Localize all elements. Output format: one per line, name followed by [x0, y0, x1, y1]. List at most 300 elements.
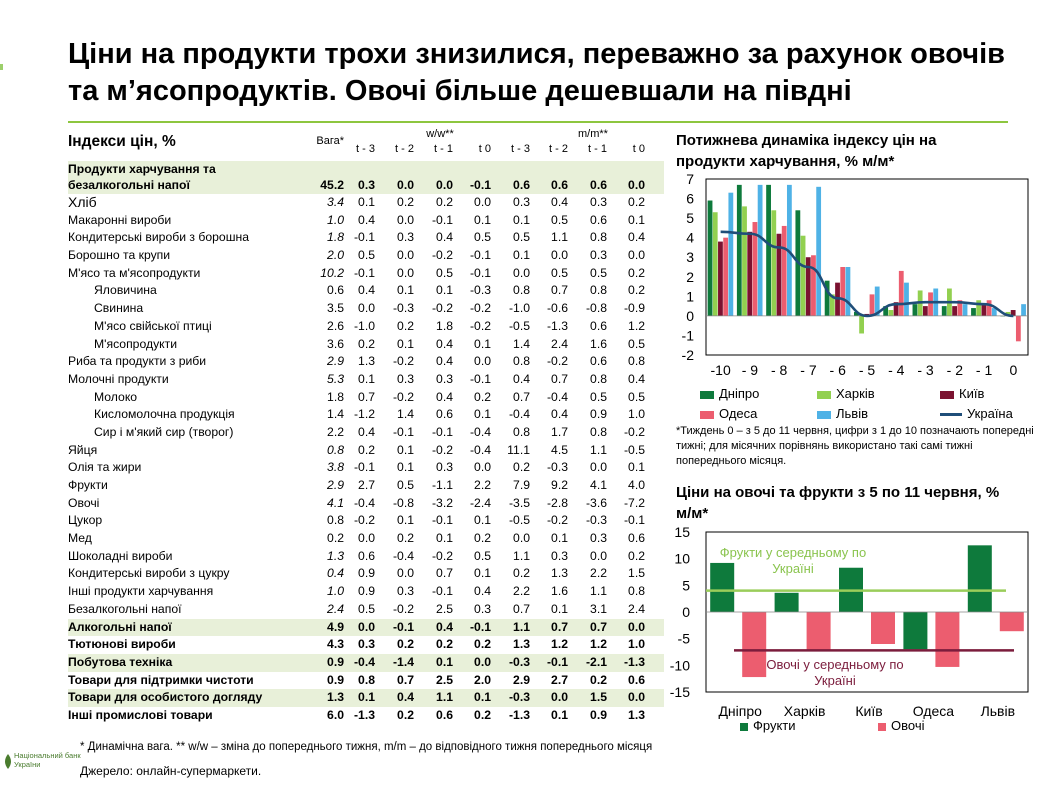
row-label: М'ясо та м'ясопродукти — [68, 265, 201, 280]
row-value: 0.6 — [590, 318, 607, 333]
row-value: 0.2 — [590, 672, 607, 687]
bar-Харків — [713, 212, 718, 316]
row-value: 0.6 — [628, 531, 645, 546]
row-value: 4.0 — [628, 478, 645, 492]
row-value: 0.2 — [397, 318, 414, 333]
row-value: 1.3 — [358, 354, 375, 369]
row-label: Інші продукти харчування — [68, 584, 214, 599]
table-row — [68, 636, 664, 654]
row-value: -0.1 — [431, 513, 453, 528]
row-value: 4.5 — [551, 442, 568, 457]
row-value: 0.1 — [358, 195, 375, 209]
table-row — [68, 689, 664, 707]
bar-Київ — [952, 306, 957, 316]
row-value: -0.2 — [623, 424, 645, 439]
row-value: -0.1 — [353, 460, 375, 475]
table-row — [68, 371, 664, 389]
row-value: 1.1 — [513, 548, 530, 563]
table-row — [68, 318, 664, 336]
row-weight: 1.0 — [327, 212, 344, 227]
row-value: 2.4 — [628, 601, 645, 616]
row-value: -0.2 — [431, 301, 453, 316]
row-value: 0.1 — [358, 690, 375, 705]
row-value: 0.8 — [590, 283, 607, 298]
row-value: -0.2 — [392, 601, 414, 616]
row-value: 4.1 — [590, 478, 607, 492]
row-value: 1.3 — [551, 566, 568, 581]
x-tick-label: 0 — [1009, 362, 1018, 378]
row-value: -0.3 — [392, 301, 414, 316]
y-tick-label: 5 — [686, 210, 694, 227]
legend-item — [740, 718, 796, 733]
table-row — [68, 265, 664, 283]
table-row — [68, 583, 664, 601]
x-tick-label: - 9 — [741, 362, 759, 378]
row-value: 0.3 — [474, 601, 491, 616]
x-tick-label: - 4 — [888, 362, 905, 378]
row-value: -0.1 — [392, 619, 414, 634]
row-value: 0.0 — [590, 460, 607, 475]
row-value: 0.5 — [590, 265, 607, 280]
row-value: 0.0 — [474, 195, 491, 209]
table-title: Індекси цін, % — [68, 133, 176, 150]
table-row — [68, 389, 664, 407]
row-value: 0.3 — [590, 531, 607, 546]
row-label: Борошно та крупи — [68, 248, 171, 263]
x-tick-label: - 7 — [800, 362, 817, 378]
row-value: -0.3 — [508, 690, 530, 705]
row-value: 0.0 — [551, 248, 568, 263]
row-label: Шоколадні вироби — [68, 548, 173, 563]
mm-header: m/m** — [578, 128, 608, 140]
bar-Львів — [1021, 304, 1026, 316]
row-value: 0.4 — [513, 371, 530, 386]
row-value: 0.2 — [436, 195, 453, 209]
bar-Одеса — [899, 271, 904, 316]
row-value: 0.0 — [474, 460, 491, 475]
bar-Фрукти — [968, 545, 992, 612]
row-value: 0.2 — [628, 195, 645, 209]
bar-Харків — [976, 300, 981, 316]
bar-Овочі — [807, 612, 831, 650]
bar-Одеса — [987, 300, 992, 316]
row-value: 0.3 — [590, 195, 607, 209]
row-weight: 1.0 — [327, 584, 344, 599]
row-value: -0.2 — [431, 442, 453, 457]
table-row — [68, 353, 664, 371]
row-value: 0.1 — [474, 407, 491, 422]
price-index-table — [68, 126, 664, 725]
row-value: 0.0 — [397, 566, 414, 581]
x-tick-label: - 2 — [946, 362, 963, 378]
row-weight: 2.6 — [327, 318, 344, 333]
row-value: 0.1 — [513, 248, 530, 263]
row-value: 0.4 — [358, 212, 375, 227]
row-value: 1.7 — [551, 424, 568, 439]
row-value: -1.1 — [431, 478, 453, 492]
bar-Дніпро — [766, 185, 771, 316]
row-value: 2.2 — [590, 566, 607, 581]
row-value: 1.1 — [590, 442, 607, 457]
row-value: -0.2 — [546, 513, 568, 528]
row-value: 0.3 — [397, 371, 414, 386]
table-header — [68, 126, 664, 161]
row-value: -0.1 — [546, 654, 568, 669]
legend-item — [700, 386, 759, 401]
footnote: * Динамічна вага. ** w/w – зміна до попереднього тижня, m/m – до відповідного тижня попереднього місяця — [80, 741, 653, 753]
y-tick-label: 10 — [674, 550, 690, 567]
bar-Одеса — [723, 238, 728, 316]
bar-Дніпро — [942, 306, 947, 316]
row-label: М'ясо свійської птиці — [94, 318, 212, 333]
row-value: 1.2 — [551, 637, 568, 652]
row-weight: 1.4 — [327, 407, 344, 422]
row-value: 0.1 — [551, 707, 568, 722]
legend-label: Одеса — [719, 406, 758, 421]
y-tick-label: 4 — [686, 229, 694, 246]
row-value: 0.8 — [513, 354, 530, 369]
x-tick-label: - 6 — [829, 362, 846, 378]
row-value: 0.1 — [397, 283, 414, 298]
legend-label: Фрукти — [753, 718, 796, 733]
bar-Львів — [728, 193, 733, 316]
row-value: 0.6 — [628, 672, 645, 687]
row-weight: 0.8 — [327, 513, 344, 528]
row-value: -0.3 — [585, 513, 607, 528]
row-weight: 0.8 — [327, 442, 344, 457]
bar-Харків — [888, 310, 893, 316]
row-label: Кисломолочна продукція — [94, 407, 235, 422]
legend-swatch — [700, 391, 714, 399]
row-value: 0.7 — [513, 601, 530, 616]
row-weight: 1.8 — [327, 230, 344, 245]
row-value: 0.7 — [513, 389, 530, 404]
row-value: -3.5 — [508, 495, 530, 510]
row-weight: 6.0 — [327, 707, 344, 722]
row-value: 0.6 — [590, 212, 607, 227]
row-value: 0.3 — [551, 548, 568, 563]
table-row — [68, 707, 664, 725]
x-tick-label: - 8 — [771, 362, 788, 378]
row-value: -0.1 — [431, 424, 453, 439]
row-weight: 1.8 — [327, 389, 344, 404]
row-value: -2.8 — [546, 495, 568, 510]
row-label: Свинина — [94, 301, 144, 316]
row-value: 0.9 — [590, 707, 607, 722]
row-value: 0.1 — [628, 212, 645, 227]
row-value: 0.0 — [628, 690, 645, 705]
row-label: Безалкогольні напої — [68, 601, 182, 616]
row-label: Сир і м'який сир (творог) — [94, 424, 234, 439]
bar-Харків — [859, 316, 864, 334]
bar-Дніпро — [737, 185, 742, 316]
row-value: 0.6 — [590, 178, 607, 192]
row-value: 0.1 — [551, 531, 568, 546]
row-value: -0.5 — [623, 442, 645, 457]
row-weight: 2.9 — [327, 354, 344, 369]
row-value: 0.1 — [474, 513, 491, 528]
row-value: 1.1 — [590, 584, 607, 599]
legend-label: Харків — [836, 386, 875, 401]
row-value: 0.8 — [590, 371, 607, 386]
row-value: 1.6 — [590, 336, 607, 351]
row-weight: 5.3 — [327, 371, 344, 386]
y-tick-label: -15 — [669, 684, 690, 700]
bar-Овочі — [1000, 612, 1024, 631]
title-divider — [68, 121, 1008, 123]
row-value: 0.1 — [358, 371, 375, 386]
legend-label: Дніпро — [719, 386, 760, 401]
y-tick-label: 2 — [686, 268, 694, 285]
row-value: 0.1 — [436, 531, 453, 546]
row-value: 0.6 — [436, 707, 453, 722]
row-value: -0.1 — [431, 584, 453, 599]
row-weight: 1.3 — [327, 690, 344, 705]
row-label: Товари для підтримки чистоти — [68, 672, 254, 687]
bar-Харків — [771, 210, 776, 316]
bar-Дніпро — [913, 304, 918, 316]
row-value: 0.1 — [474, 336, 491, 351]
row-value: 0.4 — [436, 336, 453, 351]
row-label: Тютюнові вироби — [68, 637, 176, 652]
row-value: 0.0 — [513, 265, 530, 280]
row-value: 0.5 — [358, 248, 375, 263]
left-edge-mark — [0, 64, 3, 70]
table-row — [68, 565, 664, 583]
table-row — [68, 229, 664, 247]
row-value: 0.1 — [474, 690, 491, 705]
row-value: 0.4 — [358, 424, 375, 439]
row-value: 1.0 — [628, 637, 645, 652]
sub-header: t - 3 — [511, 143, 530, 155]
row-value: 0.6 — [436, 407, 453, 422]
table-row — [68, 548, 664, 566]
row-value: -0.1 — [469, 265, 491, 280]
sub-header: t 0 — [478, 143, 491, 155]
row-value: 0.0 — [513, 531, 530, 546]
row-value: 0.0 — [397, 178, 414, 192]
row-value: 0.6 — [513, 178, 530, 192]
row-value: -0.9 — [623, 301, 645, 316]
legend-item — [878, 718, 924, 733]
row-label: Риба та продукти з риби — [68, 354, 207, 369]
legend-label: Львів — [836, 406, 869, 421]
row-value: 0.8 — [513, 424, 530, 439]
x-tick-label: Львів — [980, 703, 1016, 719]
row-value: 0.6 — [551, 178, 568, 192]
row-value: 0.4 — [358, 283, 375, 298]
row-weight: 10.2 — [320, 265, 344, 280]
row-value: -0.5 — [508, 513, 530, 528]
row-value: 2.0 — [474, 672, 491, 687]
bar-Львів — [904, 283, 909, 316]
row-value: -0.3 — [469, 283, 491, 298]
x-tick-label: Дніпро — [718, 703, 762, 719]
row-weight: 3.8 — [327, 460, 344, 475]
row-value: 1.3 — [628, 707, 645, 722]
row-value: 0.0 — [628, 619, 645, 634]
source-note: Джерело: онлайн-супермаркети. — [80, 764, 262, 778]
row-label: Кондитерські вироби з цукру — [68, 566, 230, 581]
bar-Львів — [846, 267, 851, 316]
table-row — [68, 672, 664, 690]
row-value: 2.4 — [551, 336, 568, 351]
row-value: 0.5 — [397, 478, 414, 492]
bar-Львів — [816, 187, 821, 316]
row-value: -1.2 — [353, 407, 375, 422]
row-value: 0.3 — [436, 460, 453, 475]
row-value: 0.7 — [551, 619, 568, 634]
sub-header: t - 1 — [588, 143, 607, 155]
table-row — [68, 194, 664, 212]
row-value: 0.7 — [397, 672, 414, 687]
legend-item — [817, 386, 875, 401]
row-value: 0.6 — [358, 548, 375, 563]
y-tick-label: 5 — [682, 577, 690, 594]
series-line-ukraine — [721, 232, 1014, 316]
bar-Одеса — [840, 267, 845, 316]
row-weight: 2.4 — [327, 601, 344, 616]
row-weight: 0.9 — [327, 672, 344, 687]
row-value: 0.0 — [397, 248, 414, 263]
row-value: 0.0 — [474, 354, 491, 369]
row-value: 0.7 — [358, 389, 375, 404]
weight-header: Вага* — [316, 135, 344, 147]
x-tick-label: - 5 — [858, 362, 876, 378]
y-tick-label: 0 — [682, 604, 690, 620]
row-value: 0.3 — [590, 248, 607, 263]
row-value: 0.2 — [474, 707, 491, 722]
row-value: 0.2 — [513, 460, 530, 475]
y-tick-label: 0 — [686, 307, 694, 324]
row-value: 0.5 — [513, 230, 530, 245]
y-tick-label: -5 — [677, 630, 690, 647]
row-value: -1.3 — [546, 318, 568, 333]
bar-Фрукти — [775, 593, 799, 612]
bar-Київ — [981, 304, 986, 316]
row-value: -1.3 — [623, 654, 645, 669]
row-value: 0.1 — [513, 212, 530, 227]
x-tick-label: Харків — [783, 703, 826, 719]
row-value: -0.4 — [508, 407, 530, 422]
row-value: 1.4 — [513, 336, 530, 351]
row-weight: 2.2 — [327, 424, 344, 439]
ww-header: w/w** — [426, 128, 454, 140]
legend-item — [700, 406, 757, 421]
row-value: 0.5 — [474, 548, 491, 563]
row-value: 0.7 — [436, 566, 453, 581]
table-row — [68, 601, 664, 619]
bar-Одеса — [1016, 316, 1021, 341]
table-row — [68, 300, 664, 318]
row-value: -0.5 — [508, 318, 530, 333]
row-label: Мед — [68, 531, 92, 546]
row-value: 0.2 — [358, 336, 375, 351]
row-label: М'ясопродукти — [94, 336, 178, 351]
row-value: 3.1 — [590, 601, 607, 616]
row-value: 0.8 — [590, 424, 607, 439]
row-value: 0.9 — [358, 584, 375, 599]
row-value: 1.2 — [590, 637, 607, 652]
row-value: 0.1 — [397, 442, 414, 457]
row-weight: 3.5 — [327, 301, 344, 316]
y-tick-label: -10 — [669, 657, 690, 674]
row-label: Кондитерські вироби з борошна — [68, 230, 249, 245]
chart1-note: *Тиждень 0 – з 5 до 11 червня, цифри з 1 до 10 позначають попередні тижні; для місячних порівнянь використано такі самі тижні попереднього місяця. — [676, 425, 1034, 467]
row-value: 0.1 — [474, 212, 491, 227]
table-row — [68, 619, 664, 637]
row-weight: 0.9 — [327, 654, 344, 669]
row-value: 0.4 — [436, 230, 453, 245]
bar-Дніпро — [971, 308, 976, 316]
row-value: 0.2 — [628, 548, 645, 563]
row-value: 0.2 — [358, 442, 375, 457]
legend-swatch — [940, 413, 962, 416]
bar-Київ — [747, 232, 752, 316]
row-value: 0.4 — [436, 389, 453, 404]
weekly-dynamics-chart — [676, 170, 1036, 386]
row-value: 1.1 — [513, 619, 530, 634]
row-value: 0.0 — [590, 548, 607, 563]
row-value: 0.5 — [358, 601, 375, 616]
sub-header: t - 2 — [549, 143, 568, 155]
row-value: 1.0 — [628, 407, 645, 422]
row-value: 0.4 — [628, 230, 645, 245]
row-value: 0.2 — [474, 389, 491, 404]
row-value: 0.3 — [397, 584, 414, 599]
legend-label: Київ — [959, 386, 985, 401]
row-value: -0.1 — [623, 513, 645, 528]
row-value: 0.5 — [628, 389, 645, 404]
table-row — [68, 161, 664, 194]
row-value: 1.1 — [436, 690, 453, 705]
row-value: 1.6 — [551, 584, 568, 599]
leaf-icon — [4, 754, 12, 769]
row-label: Хліб — [68, 194, 97, 210]
row-value: 0.4 — [474, 584, 491, 599]
row-value: -1.3 — [508, 707, 530, 722]
bar-Одеса — [782, 226, 787, 316]
row-value: 11.1 — [507, 442, 530, 457]
row-value: 0.0 — [358, 531, 375, 546]
row-value: -0.1 — [431, 212, 453, 227]
bar-Овочі — [871, 612, 895, 644]
row-value: 0.0 — [628, 248, 645, 263]
row-value: 0.0 — [358, 301, 375, 316]
y-tick-label: 15 — [674, 524, 690, 540]
row-weight: 1.3 — [327, 548, 344, 563]
row-value: 9.2 — [551, 478, 568, 492]
row-value: 2.7 — [358, 478, 375, 492]
row-value: 0.3 — [358, 178, 375, 192]
row-value: -0.1 — [469, 178, 491, 192]
row-label: Олія та жири — [68, 460, 142, 475]
sub-header: t 0 — [632, 143, 645, 155]
row-value: 0.8 — [513, 283, 530, 298]
row-value: 0.0 — [358, 619, 375, 634]
bar-Харків — [742, 206, 747, 316]
bar-Фрукти — [903, 612, 927, 649]
row-value: 2.2 — [474, 478, 491, 492]
row-label: Фрукти — [68, 478, 108, 492]
row-value: -0.6 — [546, 301, 568, 316]
row-value: -1.0 — [353, 318, 375, 333]
y-tick-label: 1 — [686, 288, 694, 305]
row-weight: 4.1 — [327, 495, 344, 510]
row-value: -0.3 — [508, 654, 530, 669]
row-label: Побутова техніка — [68, 654, 173, 669]
bar-Київ — [923, 306, 928, 316]
